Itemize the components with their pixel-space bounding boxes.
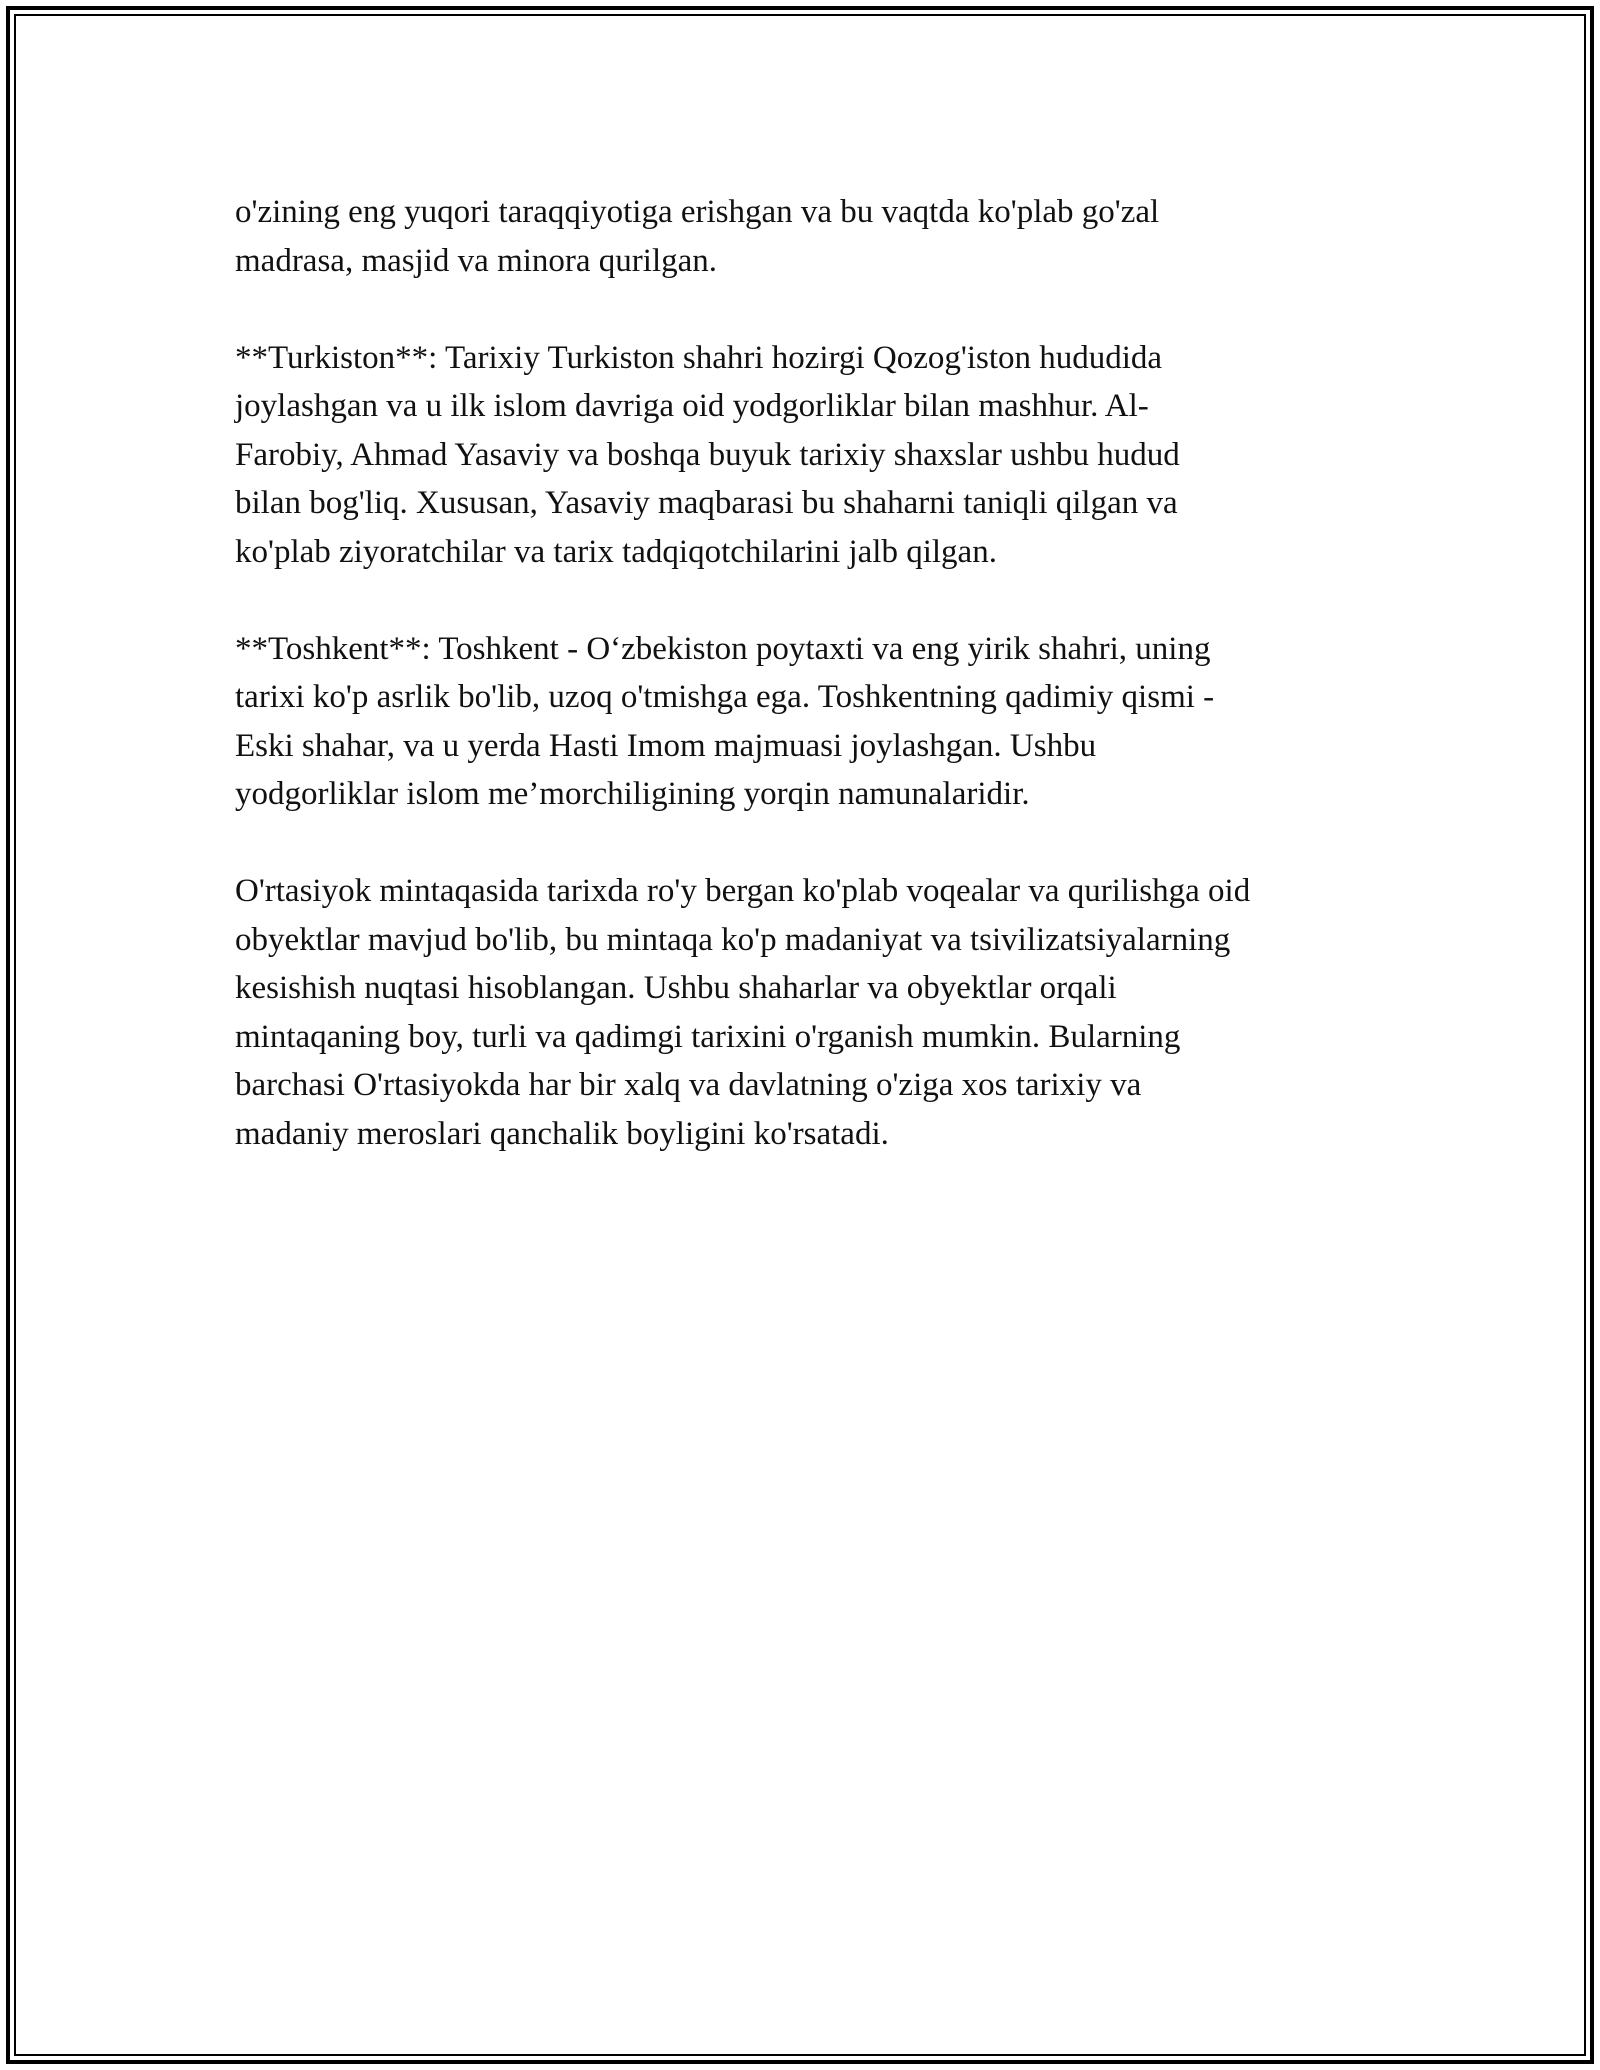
- paragraph-turkiston: **Turkiston**: Tarixiy Turkiston shahri hozirgi Qozog'iston hududida joylashgan va u ilk islom davriga oid yodgorliklar bilan mashhur. Al- Farobiy, Ahmad Yasaviy va boshqa buyuk tarixiy shaxslar ushbu hudud bilan bog'liq. Xususan, Yasaviy maqbarasi bu shaharni taniqli qilgan va ko'plab ziyoratchilar va tarix tadqiqotchilarini jalb qilgan.: [235, 339, 1180, 570]
- document-body: [235, 188, 1385, 1207]
- paragraph-toshkent: **Toshkent**: Toshkent - O‘zbekiston poytaxti va eng yirik shahri, uning tarixi ko'p asrlik bo'lib, uzoq o'tmishga ega. Toshkentning qadimiy qismi - Eski shahar, va u yerda Hasti Imom majmuasi joylashgan. Ushbu yodgorliklar islom me’morchiligining yorqin namunalaridir.: [235, 630, 1215, 812]
- paragraph-conclusion: O'rtasiyok mintaqasida tarixda ro'y bergan ko'plab voqealar va qurilishga oid obyektlar mavjud bo'lib, bu mintaqa ko'p madaniyat va tsivilizatsiyalarning kesishish nuqtasi hisoblangan. Ushbu shaharlar va obyektlar orqali mintaqaning boy, turli va qadimgi tarixini o'rganish mumkin. Bularning barchasi O'rtasiyokda har bir xalq va davlatning o'ziga xos tarixiy va madaniy meroslari qanchalik boyligini ko'rsatadi.: [235, 873, 1251, 1152]
- paragraph-intro-continuation: o'zining eng yuqori taraqqiyotiga erishgan va bu vaqtda ko'plab go'zal madrasa, masjid va minora qurilgan.: [235, 194, 1160, 279]
